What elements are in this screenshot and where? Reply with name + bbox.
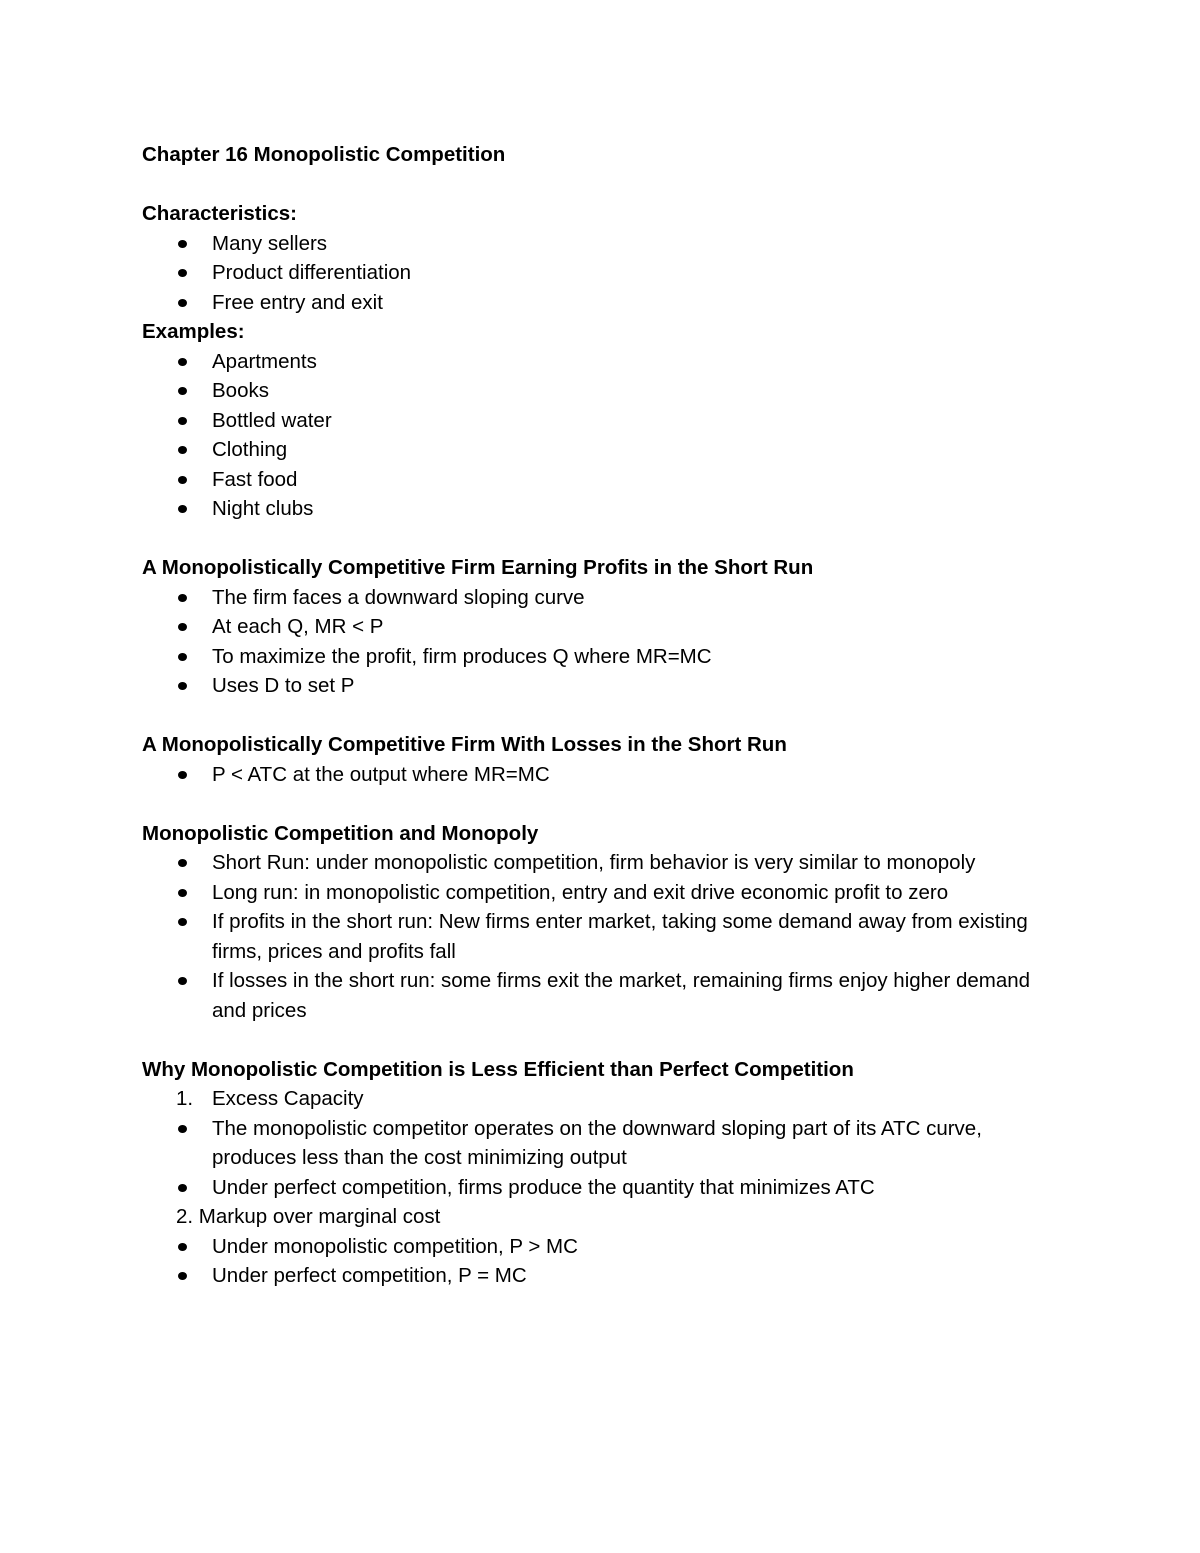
spacer <box>142 170 1042 200</box>
list-item: Under monopolistic competition, P > MC <box>142 1232 1032 1262</box>
bullet-icon <box>178 889 187 897</box>
examples-heading: Examples: <box>142 320 245 343</box>
profits-section-heading: A Monopolistically Competitive Firm Earning Profits in the Short Run <box>142 556 814 579</box>
bullet-icon <box>178 505 187 513</box>
bullet-icon <box>178 771 187 779</box>
losses-section-heading: A Monopolistically Competitive Firm With Losses in the Short Run <box>142 733 787 756</box>
list-item: Long run: in monopolistic competition, entry and exit drive economic profit to zero <box>142 878 1032 908</box>
spacer <box>142 524 1042 554</box>
bullet-icon <box>178 594 187 602</box>
numbered-point-2: 2. Markup over marginal cost <box>176 1205 441 1228</box>
bullet-icon <box>178 417 187 425</box>
bullet-icon <box>178 918 187 926</box>
list-item: Apartments <box>142 347 1032 377</box>
spacer <box>142 789 1042 819</box>
bullet-icon <box>178 387 187 395</box>
efficiency-section-heading: Why Monopolistic Competition is Less Efficient than Perfect Competition <box>142 1057 854 1081</box>
bullet-icon <box>178 358 187 366</box>
bullet-icon <box>178 977 187 985</box>
list-item: Bottled water <box>142 406 1032 436</box>
monopoly-section-heading: Monopolistic Competition and Monopoly <box>142 821 539 845</box>
list-item: Under perfect competition, P = MC <box>142 1261 1032 1291</box>
list-item: If losses in the short run: some firms exit the market, remaining firms enjoy higher demand and prices <box>142 966 1032 1025</box>
list-item: If profits in the short run: New firms enter market, taking some demand away from existing firms, prices and profits fall <box>142 907 1032 966</box>
list-item: The monopolistic competitor operates on the downward sloping part of its ATC curve, produces less than the cost minimizing output <box>142 1114 1032 1173</box>
bullet-icon <box>178 269 187 277</box>
bullet-icon <box>178 653 187 661</box>
list-item: Night clubs <box>142 494 1032 524</box>
bullet-icon <box>178 476 187 484</box>
list-item: Product differentiation <box>142 258 1032 288</box>
bullet-icon <box>178 446 187 454</box>
list-item: At each Q, MR < P <box>142 612 1032 642</box>
list-item: Many sellers <box>142 229 1032 259</box>
document-title: Chapter 16 Monopolistic Competition <box>142 143 506 166</box>
list-item: Fast food <box>142 465 1032 495</box>
list-number: 1. <box>176 1087 194 1110</box>
document-page <box>142 140 1042 1291</box>
list-item: Books <box>142 376 1032 406</box>
bullet-icon <box>178 1272 187 1280</box>
bullet-icon <box>178 859 187 867</box>
list-item: The firm faces a downward sloping curve <box>142 583 1032 613</box>
list-item: P < ATC at the output where MR=MC <box>142 760 1032 790</box>
list-item: Clothing <box>142 435 1032 465</box>
list-item: Uses D to set P <box>142 671 1032 701</box>
bullet-icon <box>178 240 187 248</box>
spacer <box>142 1025 1042 1055</box>
numbered-item: 1. Excess Capacity <box>142 1084 1032 1114</box>
bullet-icon <box>178 1184 187 1192</box>
list-item: Short Run: under monopolistic competition, firm behavior is very similar to monopoly <box>142 848 1032 878</box>
list-item: Free entry and exit <box>142 288 1032 318</box>
list-item: Under perfect competition, firms produce the quantity that minimizes ATC <box>142 1173 1032 1203</box>
spacer <box>142 701 1042 731</box>
bullet-icon <box>178 1243 187 1251</box>
bullet-icon <box>178 682 187 690</box>
characteristics-heading: Characteristics: <box>142 202 297 225</box>
bullet-icon <box>178 623 187 631</box>
list-item: To maximize the profit, firm produces Q where MR=MC <box>142 642 1032 672</box>
bullet-icon <box>178 1125 187 1133</box>
bullet-icon <box>178 299 187 307</box>
